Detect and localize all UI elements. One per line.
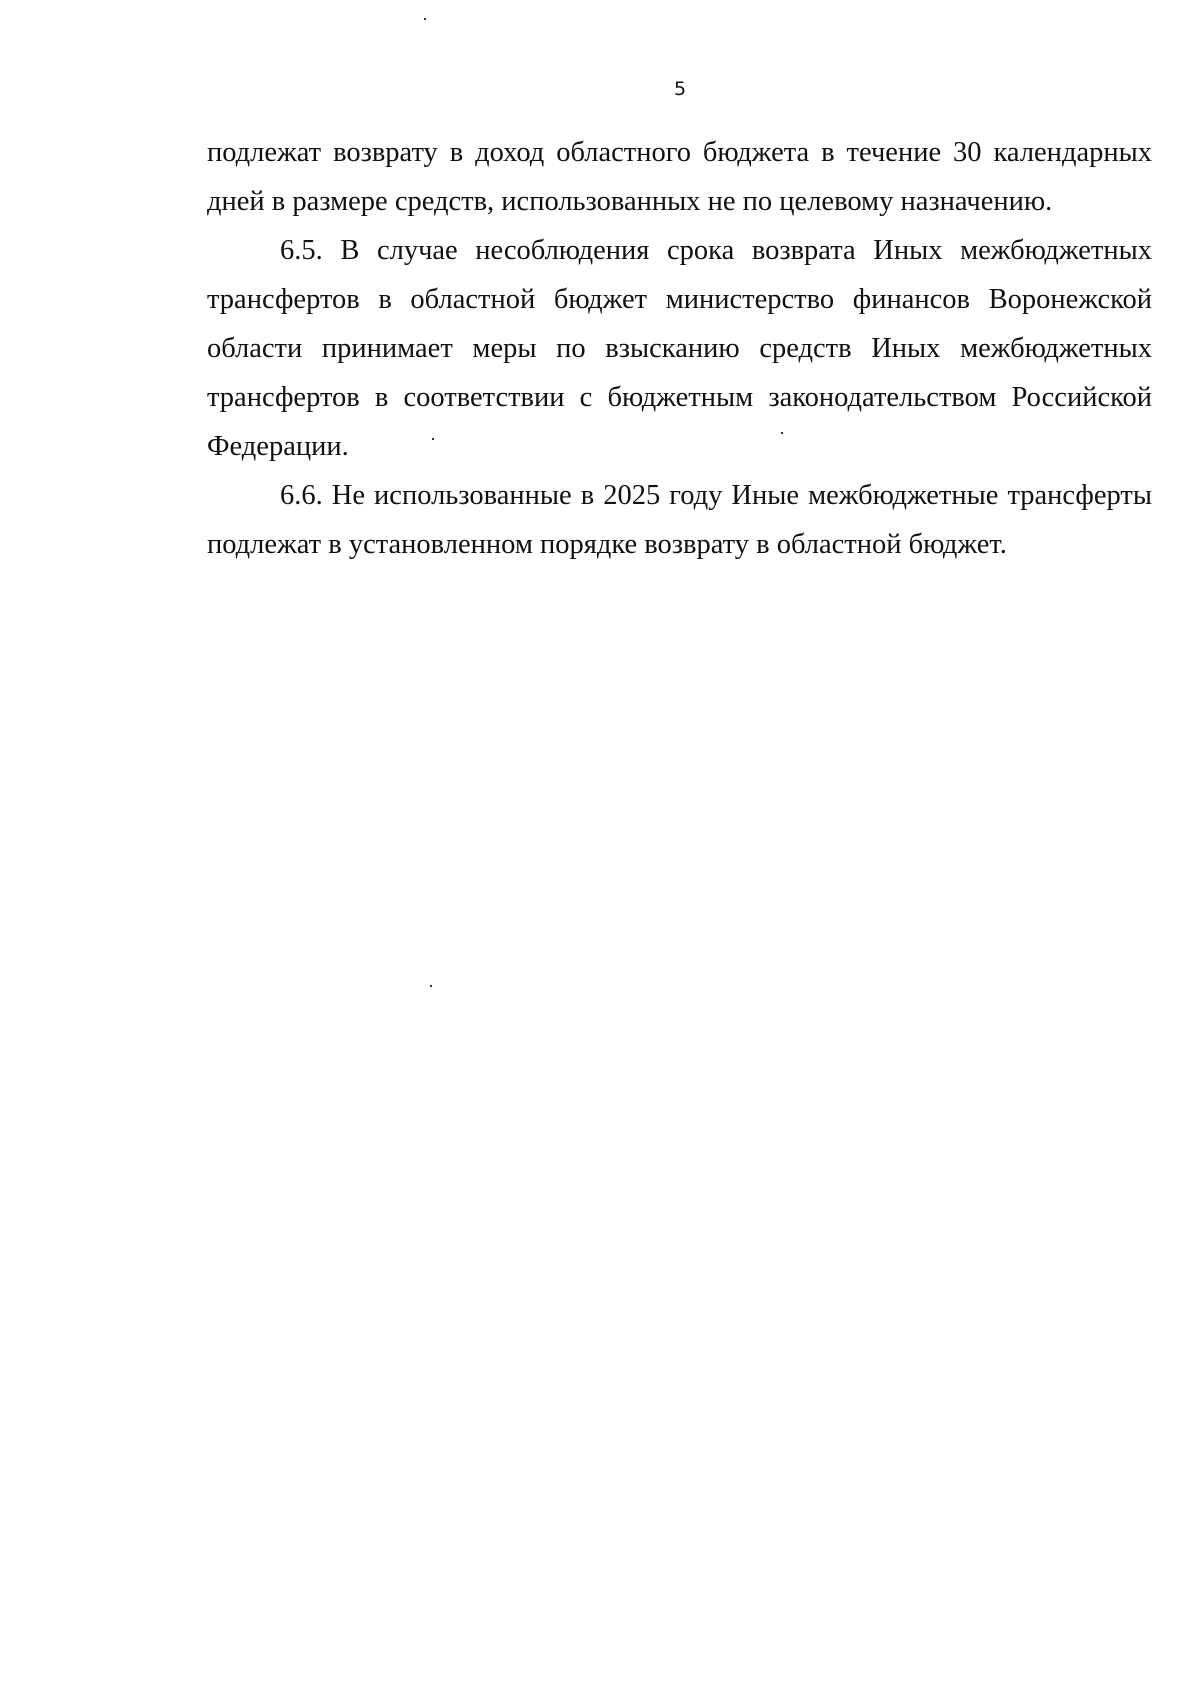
page-number: 5	[673, 78, 687, 100]
paragraph-clause-6-6: 6.6. Не использованные в 2025 году Иные межбюджетные трансферты подлежат в установленном порядке возврату в областной бюджет.	[207, 480, 1152, 560]
scan-speck	[781, 432, 783, 434]
scan-speck	[424, 18, 426, 20]
document-body	[207, 128, 1152, 569]
scan-speck	[432, 438, 434, 440]
paragraph-continuation: подлежат возврату в доход областного бюджета в течение 30 календарных дней в размере средств, использованных не по целевому назначению.	[207, 137, 1152, 217]
paragraph-clause-6-5: 6.5. В случае несоблюдения срока возврата Иных межбюджетных трансфертов в областной бюджет министерство финансов Воронежской области принимает меры по взысканию средств Иных межбюджетных трансфертов в соответствии с бюджетным законодательством Российской Федерации.	[207, 235, 1152, 462]
scan-speck	[430, 985, 432, 987]
